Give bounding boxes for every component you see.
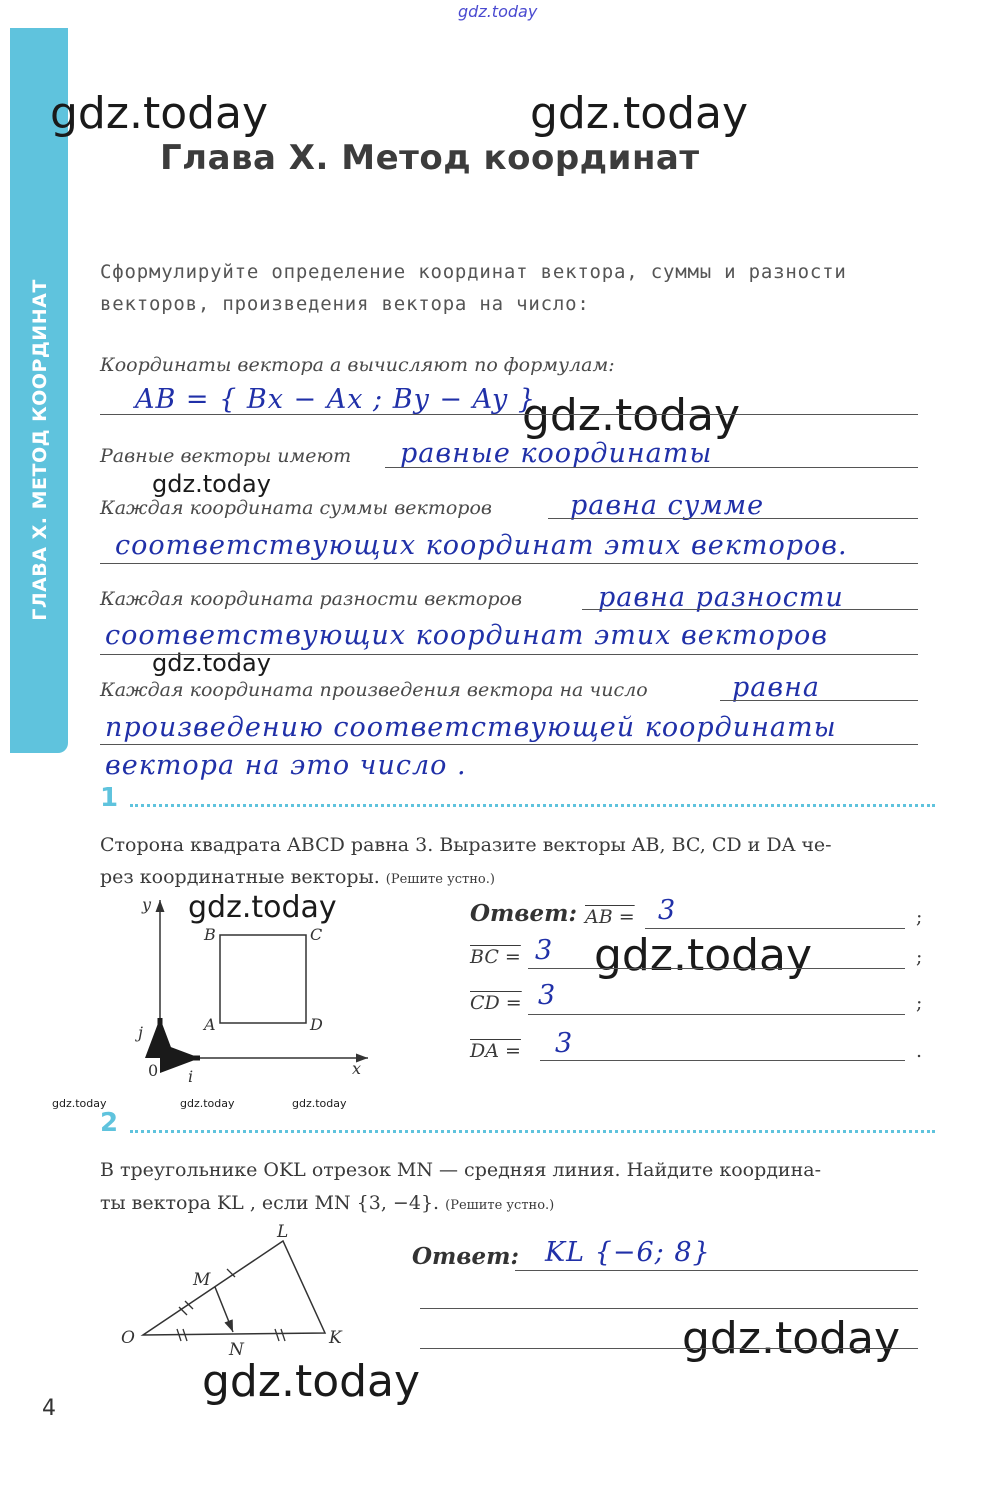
answer-row-end: ; [916, 946, 923, 968]
prod-answer-1: равна [732, 672, 820, 703]
answer-row-end: ; [916, 906, 923, 928]
answer-line [420, 1348, 918, 1349]
answer-line [420, 1308, 918, 1309]
answer-row-end: ; [916, 992, 923, 1014]
watermark: gdz.today [188, 890, 337, 925]
coords-prompt: Координаты вектора a вычисляют по формулам: [100, 354, 615, 376]
answer-label: Ответ: [412, 1243, 519, 1270]
triangle-figure [115, 1215, 375, 1365]
watermark: gdz.today [50, 88, 269, 139]
watermark: gdz.today [152, 470, 271, 498]
task-number: 1 [100, 783, 119, 813]
x-label: x [352, 1059, 362, 1078]
task2-answer: KL {−6; 8} [545, 1237, 711, 1268]
answer-row-label: AB = [585, 906, 635, 928]
watermark: gdz.today [530, 88, 749, 139]
answer-row-value: 3 [538, 980, 557, 1011]
answer-line [528, 968, 905, 969]
j-label: j [138, 1023, 143, 1042]
task2-text-line2: ты вектора KL , если MN {3, −4}. (Решите устно.) [100, 1192, 555, 1214]
i-label: i [188, 1067, 194, 1086]
point-d: D [310, 1015, 323, 1034]
diff-answer-2: соответствующих координат этих векторов [105, 620, 828, 651]
watermark: gdz.today [522, 390, 741, 441]
answer-line [385, 467, 918, 468]
task2-text-line1: В треугольнике OKL отрезок MN — средняя линия. Найдите координа- [100, 1159, 822, 1181]
triangle-okl [143, 1241, 325, 1335]
answer-line [582, 609, 918, 610]
prod-prompt: Каждая координата произведения вектора на число [100, 679, 648, 701]
watermark: gdz.today [202, 1356, 421, 1407]
answer-line [528, 1014, 905, 1015]
equal-answer: равные координаты [400, 438, 713, 469]
coords-answer: AB = { Bx − Ax ; By − Ay } [135, 384, 537, 415]
answer-row-label: CD = [470, 992, 522, 1014]
square-abcd [220, 935, 306, 1023]
sum-answer-1: равна сумме [570, 490, 765, 521]
answer-line [100, 744, 918, 745]
y-label: y [142, 895, 152, 914]
watermark: gdz.today [180, 1097, 235, 1110]
page-number: 4 [42, 1396, 56, 1421]
answer-line [540, 1060, 905, 1061]
point-k: K [329, 1328, 342, 1348]
answer-line [100, 414, 918, 415]
point-c: C [310, 925, 323, 944]
answer-row-label: BC = [470, 946, 521, 968]
task-divider [130, 804, 935, 807]
answer-line [100, 563, 918, 564]
origin-label: 0 [148, 1061, 159, 1080]
watermark: gdz.today [52, 1097, 107, 1110]
task-divider [130, 1130, 935, 1133]
vector-mn [215, 1287, 233, 1332]
diff-answer-1: равна разности [598, 582, 844, 613]
sum-prompt: Каждая координата суммы векторов [100, 497, 492, 519]
chapter-title: Глава X. Метод координат [160, 138, 700, 178]
sum-answer-2: соответствующих координат этих векторов. [115, 530, 848, 561]
point-l: L [277, 1222, 289, 1242]
task1-text-line2: рез координатные векторы. (Решите устно.) [100, 866, 495, 888]
prod-answer-3: вектора на это число . [105, 750, 467, 781]
point-o: O [121, 1328, 135, 1348]
watermark: gdz.today [292, 1097, 347, 1110]
answer-line [100, 654, 918, 655]
answer-row-value: 3 [555, 1028, 574, 1059]
point-b: B [204, 925, 216, 944]
answer-row-value: 3 [535, 935, 554, 966]
answer-row-label: DA = [470, 1040, 521, 1062]
task1-text-line1: Сторона квадрата ABCD равна 3. Выразите векторы AB, BC, CD и DA че- [100, 834, 832, 856]
answer-line [548, 518, 918, 519]
watermark: gdz.today [682, 1313, 901, 1364]
square-figure [130, 890, 380, 1090]
answer-line [515, 1270, 918, 1271]
prod-answer-2: произведению соответствующей координаты [105, 712, 837, 743]
answer-row-value: 3 [658, 895, 677, 926]
point-m: M [193, 1270, 211, 1290]
answer-line [720, 700, 918, 701]
watermark: gdz.today [458, 2, 538, 21]
task-number: 2 [100, 1108, 119, 1138]
answer-line [645, 928, 905, 929]
diff-prompt: Каждая координата разности векторов [100, 588, 523, 610]
point-a: A [204, 1015, 216, 1034]
chapter-side-label: ГЛАВА X. МЕТОД КООРДИНАТ [29, 279, 51, 621]
watermark: gdz.today [152, 649, 271, 677]
instruction-text: Сформулируйте определение координат вектора, суммы и разности векторов, произведения вектора на число: [100, 261, 847, 315]
equal-prompt: Равные векторы имеют [100, 445, 352, 467]
watermark: gdz.today [594, 930, 813, 981]
point-n: N [229, 1340, 244, 1360]
answer-label: Ответ: [470, 900, 577, 927]
answer-row-end: . [916, 1040, 923, 1062]
